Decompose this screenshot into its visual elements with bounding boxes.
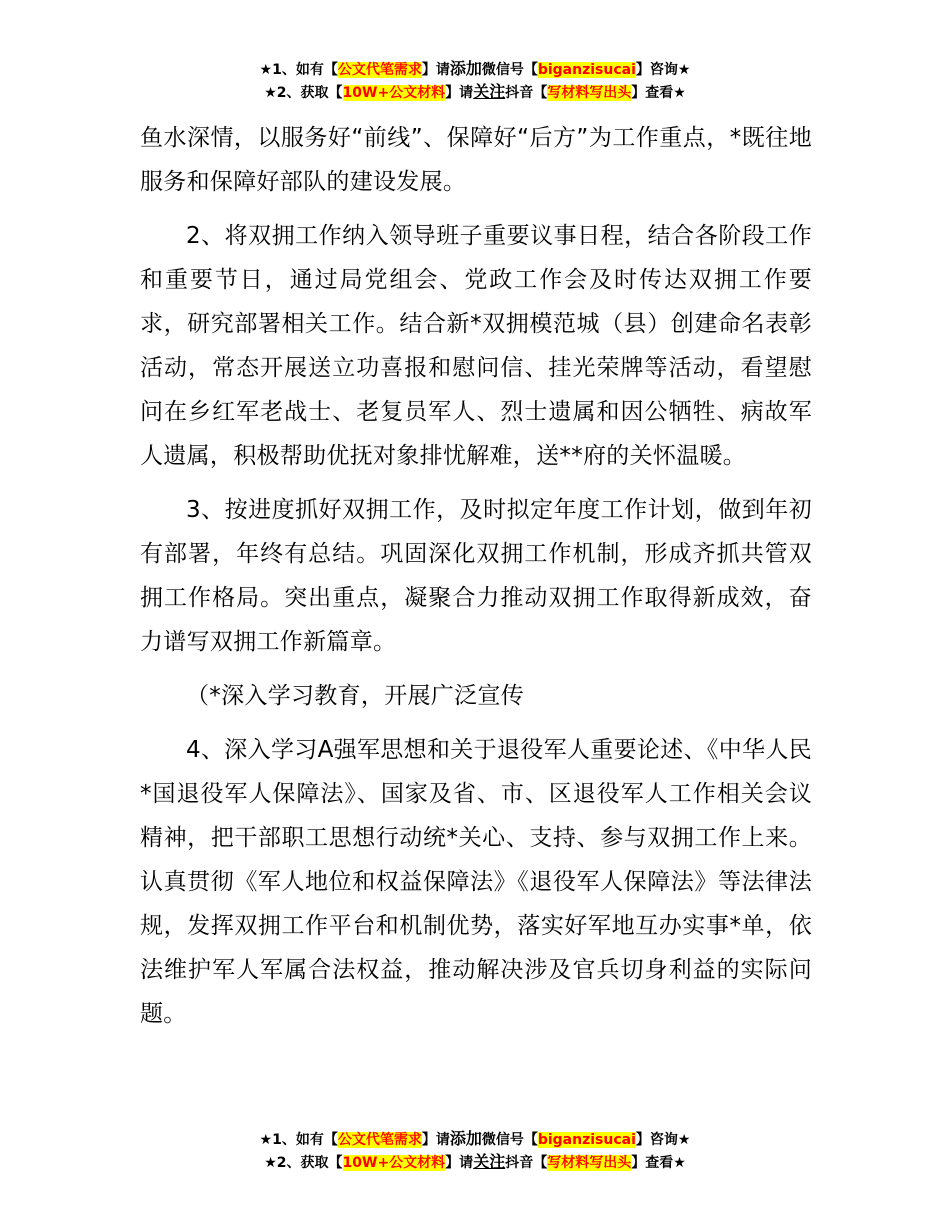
document-body (140, 116, 812, 1046)
banner-text: 微信号【 (481, 62, 538, 78)
banner-text: 抖音【 (505, 1155, 548, 1171)
banner-text: 】请 (421, 62, 450, 78)
banner-text: 】查看★ (631, 85, 686, 101)
highlight-douyin-id: 写材料写出头 (547, 1155, 632, 1171)
banner-line-1 (0, 1128, 950, 1151)
highlight-materials: 10W+公文材料 (342, 1155, 446, 1171)
paragraph-item-4: 4、深入学习A强军思想和关于退役军人重要论述、《中华人民*国退役军人保障法》、国家及省、市、区退役军人工作相关会议精神，把干部职工思想行动统*关心、支持、参与双拥工作上来。认真贯彻《军人地位和权益保障法》《退役军人保障法》等法律法规，发挥双拥工作平台和机制优势，落实好军地互办实事*单，依法维护军人军属合法权益，推动解决涉及官兵切身利益的实际问题。 (140, 737, 812, 1027)
banner-text: ★2、获取【 (264, 85, 343, 101)
paragraph-item-2: 2、将双拥工作纳入领导班子重要议事日程，结合各阶段工作和重要节日，通过局党组会、党政工作会及时传达双拥工作要求，研究部署相关工作。结合新*双拥模范城（县）创建命名表彰活动，常态开展送立功喜报和慰问信、挂光荣牌等活动，看望慰问在乡红军老战士、老复员军人、烈士遗属和因公牺牲、病故军人遗属，积极帮助优抚对象排忧解难，送**府的关怀温暖。 (140, 223, 812, 469)
footer-banner (0, 1128, 950, 1174)
banner-text: 】请 (421, 1132, 450, 1148)
highlight-wechat-id: biganzisucai (537, 1132, 636, 1148)
banner-text: 】查看★ (631, 1155, 686, 1171)
banner-text: 】咨询★ (635, 62, 691, 78)
banner-text: ★2、获取【 (264, 1155, 343, 1171)
highlight-wechat-id: biganzisucai (537, 62, 636, 78)
banner-emphasis: 添加 (449, 59, 482, 78)
banner-text: 】请 (445, 1155, 474, 1171)
highlight-douyin-id: 写材料写出头 (547, 85, 632, 101)
paragraph-continued: 鱼水深情，以服务好“前线”、保障好“后方”为工作重点，*既往地服务和保障好部队的建设发展。 (140, 125, 812, 195)
banner-line-2 (0, 81, 950, 104)
banner-line-2 (0, 1151, 950, 1174)
banner-text: ★1、如有【 (259, 62, 338, 78)
banner-text: 】请 (445, 85, 474, 101)
banner-text: ★1、如有【 (259, 1132, 338, 1148)
header-banner (0, 58, 950, 104)
banner-emphasis: 添加 (449, 1129, 482, 1148)
highlight-service: 公文代笔需求 (337, 62, 422, 78)
section-heading: （*深入学习教育，开展广泛宣传 (186, 683, 524, 709)
paragraph-item-3: 3、按进度抓好双拥工作，及时拟定年度工作计划，做到年初有部署，年终有总结。巩固深化双拥工作机制，形成齐抓共管双拥工作格局。突出重点，凝聚合力推动双拥工作取得新成效，奋力谱写双拥工作新篇章。 (140, 497, 812, 655)
banner-text: 】咨询★ (635, 1132, 691, 1148)
banner-emphasis: 关注 (473, 1152, 506, 1171)
highlight-service: 公文代笔需求 (337, 1132, 422, 1148)
highlight-materials: 10W+公文材料 (342, 85, 446, 101)
banner-line-1 (0, 58, 950, 81)
banner-emphasis: 关注 (473, 82, 506, 101)
banner-text: 微信号【 (481, 1132, 538, 1148)
banner-text: 抖音【 (505, 85, 548, 101)
